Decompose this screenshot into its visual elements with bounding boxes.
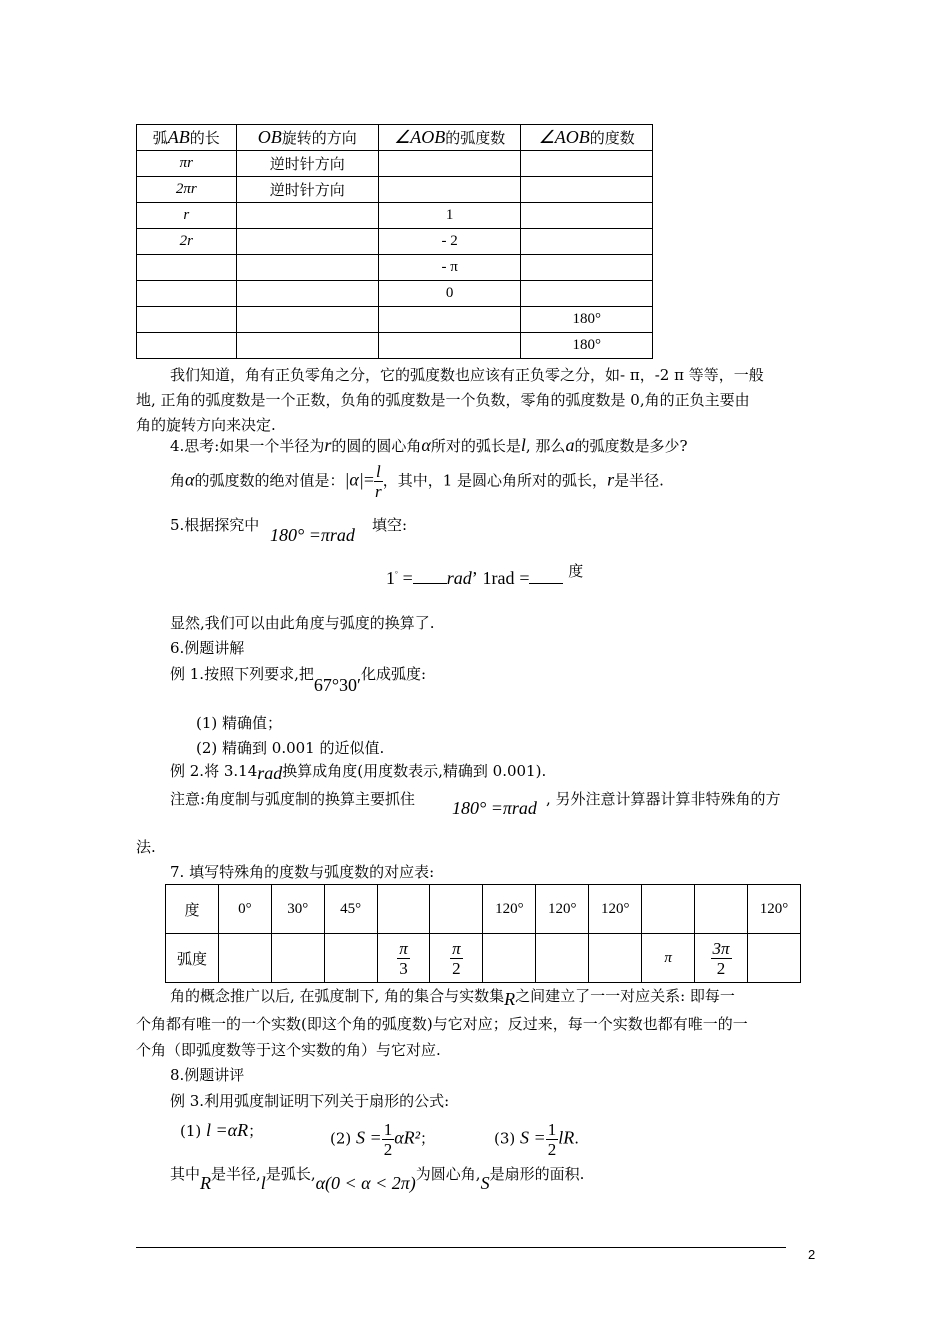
answer-text: ，其中，1 是圆心角所对的弧长， — [382, 471, 608, 490]
fraction-numerator: π — [399, 938, 408, 958]
table-cell — [521, 203, 653, 229]
header-math: ∠AOB — [538, 127, 590, 147]
def-text: 是扇形的面积. — [489, 1165, 585, 1183]
q4-r: r — [324, 435, 332, 455]
table-cell — [521, 229, 653, 255]
table-cell — [236, 203, 378, 229]
table-cell — [378, 307, 521, 333]
table-cell — [378, 177, 521, 203]
formula-end: . — [574, 1129, 579, 1148]
row-label: 弧度 — [166, 934, 219, 983]
table-cell: 120° — [483, 885, 536, 934]
table-cell — [137, 307, 237, 333]
def-text: 为圆心角, — [415, 1165, 481, 1183]
q4-text: 4.思考:如果一个半径为 — [170, 437, 325, 455]
formula-2 — [330, 1120, 435, 1159]
fraction-one-half — [546, 1120, 559, 1159]
note-continued: , 另外注意计算器计算非特殊角的方 — [546, 790, 781, 808]
table-row — [137, 177, 653, 203]
example-1 — [170, 663, 427, 695]
degree-sign: ° — [395, 570, 398, 578]
ex1-part-1: (1) 精确值； — [196, 714, 283, 732]
note-formula: 180° =πrad — [452, 798, 537, 818]
def-condition: α(0 < α < 2π) — [315, 1173, 416, 1193]
table-cell: 120° — [536, 885, 589, 934]
q4-text: , 那么 — [525, 437, 566, 455]
para2-line1 — [170, 985, 735, 1009]
def-R: R — [200, 1173, 212, 1193]
table-cell — [271, 934, 324, 983]
ex1-angle: 67°30′ — [313, 675, 361, 695]
table-row — [137, 151, 653, 177]
para2-R: R — [504, 989, 516, 1009]
q5-fill-label: 填空: — [372, 516, 408, 534]
fraction-denominator: 2 — [383, 1140, 393, 1159]
header-math: ∠AOB — [394, 127, 446, 147]
question-5 — [170, 514, 259, 535]
table-cell — [521, 151, 653, 177]
formula-3 — [494, 1120, 579, 1159]
table-cell: r — [137, 203, 237, 229]
arc-radian-table — [136, 124, 653, 359]
fraction-denominator: 2 — [452, 958, 461, 978]
fraction-pi-over-3 — [397, 939, 410, 978]
table-cell — [137, 333, 237, 359]
q4-text: 的圆的圆心角 — [331, 437, 422, 455]
formula-label: (3) — [494, 1129, 516, 1148]
table-cell: 逆时针方向 — [236, 177, 378, 203]
fill-in-blanks — [386, 562, 584, 589]
formula-s: S = — [520, 1127, 546, 1148]
table-cell: 30° — [271, 885, 324, 934]
table-cell: 0 — [378, 281, 521, 307]
fraction-denominator: r — [375, 482, 382, 501]
table-cell — [695, 934, 748, 983]
para2-text: 角的概念推广以后, 在弧度制下, 角的集合与实数集 — [170, 987, 505, 1005]
fill-equals: = — [402, 568, 413, 588]
table-row — [137, 333, 653, 359]
fraction-pi-over-2 — [450, 939, 463, 978]
table-cell: 180° — [521, 333, 653, 359]
header-degree-measure — [521, 125, 653, 151]
para1-line2: 地, 正角的弧度数是一个正数，负角的弧度数是一个负数，零角的弧度数是 0,角的正负主要由 — [136, 391, 750, 409]
table-cell — [536, 934, 589, 983]
table-cell — [137, 255, 237, 281]
q4-text: 的弧度数是多少? — [574, 437, 688, 455]
table-cell: - π — [378, 255, 521, 281]
table-cell: 180° — [521, 307, 653, 333]
fill-one-rad: 1rad — [482, 568, 515, 588]
page-number: 2 — [808, 1247, 816, 1262]
header-rotation-direction — [236, 125, 378, 151]
table-cell: 0° — [218, 885, 271, 934]
table-cell — [483, 934, 536, 983]
table-cell: 逆时针方向 — [236, 151, 378, 177]
table-row — [137, 307, 653, 333]
q4-l: l — [520, 435, 526, 455]
table-row — [137, 255, 653, 281]
para2-line2: 个角都有唯一的一个实数(即这个角的弧度数)与它对应；反过来，每一个实数也都有唯一的一 — [136, 1015, 748, 1033]
table-cell — [137, 281, 237, 307]
question-4 — [170, 435, 687, 456]
table-cell — [236, 333, 378, 359]
table-cell — [218, 934, 271, 983]
fraction-denominator: 3 — [399, 958, 408, 978]
formula-1 — [180, 1120, 263, 1141]
formula-end: ； — [248, 1122, 264, 1140]
example-2 — [170, 760, 546, 781]
footer-divider — [136, 1247, 786, 1248]
para1-line1: 我们知道，角有正负零角之分，它的弧度数也应该有正负零之分，如- π，-2 π 等等，一般 — [170, 366, 764, 384]
example-3: 例 3.利用弧度制证明下列关于扇形的公式: — [170, 1092, 450, 1110]
note — [170, 788, 415, 809]
header-text: 的度数 — [589, 129, 635, 147]
answer-text: 是半径. — [614, 471, 664, 490]
q4-text: 所对的弧长是 — [430, 437, 521, 455]
fill-separator: ’ — [471, 568, 478, 588]
fill-one: 1 — [386, 568, 395, 588]
def-S: S — [480, 1173, 490, 1193]
formula-label: (1) — [180, 1122, 202, 1140]
header-arc-length — [137, 125, 237, 151]
blank-2[interactable] — [529, 569, 563, 584]
ex1-text: 化成弧度: — [361, 665, 427, 683]
formula-s: S = — [356, 1127, 382, 1148]
def-text: 是半径, — [211, 1165, 261, 1183]
formula-label: (2) — [330, 1129, 352, 1148]
answer-abs-alpha: |α| — [344, 469, 364, 490]
q5-formula: 180° =πrad — [270, 525, 355, 545]
table-cell: 2πr — [137, 177, 237, 203]
table-row — [137, 229, 653, 255]
fraction-3pi-over-2 — [711, 939, 732, 978]
table-row — [137, 203, 653, 229]
ex1-text: 例 1.按照下列要求,把 — [170, 665, 314, 683]
header-math: AB — [167, 127, 190, 147]
table-cell — [747, 934, 800, 983]
table-header-row — [137, 125, 653, 151]
header-text: 的长 — [189, 129, 220, 147]
table-cell — [236, 255, 378, 281]
ex2-text: 换算成角度(用度数表示,精确到 0.001). — [282, 762, 547, 780]
answer-equals: = — [363, 469, 374, 490]
para2-text: 之间建立了一一对应关系: 即每一 — [515, 987, 735, 1005]
table-cell: 120° — [589, 885, 642, 934]
table-cell — [430, 885, 483, 934]
header-math: OB — [257, 127, 282, 147]
degree-row — [166, 885, 801, 934]
fraction-numerator: 1 — [547, 1120, 557, 1139]
section-6-title: 6.例题讲解 — [170, 639, 245, 657]
ex2-text: 例 2.将 3.14 — [170, 762, 258, 780]
table-row — [137, 281, 653, 307]
formula-area-alpha: αR² — [394, 1127, 421, 1148]
table-cell: 45° — [324, 885, 377, 934]
table-cell — [695, 885, 748, 934]
q4-alpha: α — [421, 435, 431, 455]
def-text: 是弧长, — [265, 1165, 316, 1183]
table-cell — [521, 177, 653, 203]
row-label: 度 — [166, 885, 219, 934]
formula-end: ； — [420, 1129, 436, 1148]
table-cell — [377, 934, 430, 983]
blank-1[interactable] — [413, 569, 447, 584]
table-cell — [236, 229, 378, 255]
table-cell — [236, 281, 378, 307]
table-cell — [377, 885, 430, 934]
conversion-text: 显然,我们可以由此角度与弧度的换算了. — [170, 614, 435, 632]
table-cell — [521, 255, 653, 281]
table-cell: π — [642, 934, 695, 983]
fraction-numerator: l — [376, 462, 381, 481]
fraction-denominator: 2 — [547, 1140, 557, 1159]
table-cell: 120° — [747, 885, 800, 934]
header-text: 弧 — [152, 129, 168, 147]
table-cell: πr — [137, 151, 237, 177]
fraction-numerator: π — [452, 938, 461, 958]
table-cell — [378, 151, 521, 177]
fraction-denominator: 2 — [716, 958, 726, 978]
formula-arc-length: l =αR — [206, 1120, 249, 1140]
table-cell: 1 — [378, 203, 521, 229]
formula-area-lr: lR — [558, 1127, 575, 1148]
fraction-numerator: 3π — [712, 938, 730, 958]
formula-definitions — [170, 1163, 585, 1193]
fraction-numerator: 1 — [383, 1120, 393, 1139]
ex1-part-2: (2) 精确到 0.001 的近似值. — [196, 739, 385, 757]
table-cell — [236, 307, 378, 333]
fill-equals: = — [519, 568, 530, 588]
table-cell — [378, 333, 521, 359]
q5-text: 5.根据探究中 — [170, 516, 260, 534]
answer-4 — [170, 462, 664, 501]
header-text: 旋转的方向 — [281, 129, 357, 147]
answer-text: 角 — [170, 471, 186, 490]
para2-line3: 个角（即弧度数等于这个实数的角）与它对应. — [136, 1041, 441, 1059]
header-radian-measure — [378, 125, 521, 151]
answer-alpha: α — [185, 469, 195, 490]
fraction-one-half — [382, 1120, 395, 1159]
section-8-title: 8.例题讲评 — [170, 1066, 245, 1084]
note-text: 注意:角度制与弧度制的换算主要抓住 — [170, 790, 416, 808]
answer-text: 的弧度数的绝对值是： — [194, 471, 345, 490]
section-7-title: 7. 填写特殊角的度数与弧度数的对应表: — [170, 863, 435, 881]
radian-row — [166, 934, 801, 983]
note-end: 法. — [136, 838, 156, 856]
answer-r: r — [607, 469, 615, 490]
table-cell — [430, 934, 483, 983]
table-cell — [589, 934, 642, 983]
def-text: 其中 — [170, 1165, 201, 1183]
fraction-l-over-r — [374, 462, 383, 501]
table-cell: 2r — [137, 229, 237, 255]
table-cell — [521, 281, 653, 307]
table-cell: - 2 — [378, 229, 521, 255]
table-cell — [642, 885, 695, 934]
q4-a: a — [565, 435, 575, 455]
ex2-rad: rad — [257, 763, 283, 783]
header-text: 的弧度数 — [445, 129, 506, 147]
table-cell — [324, 934, 377, 983]
special-angle-table — [165, 884, 801, 983]
fill-degree-word: 度 — [568, 562, 584, 580]
fill-rad: rad — [446, 568, 472, 588]
def-l: l — [260, 1173, 266, 1193]
para1-line3: 角的旋转方向来决定. — [136, 416, 276, 434]
